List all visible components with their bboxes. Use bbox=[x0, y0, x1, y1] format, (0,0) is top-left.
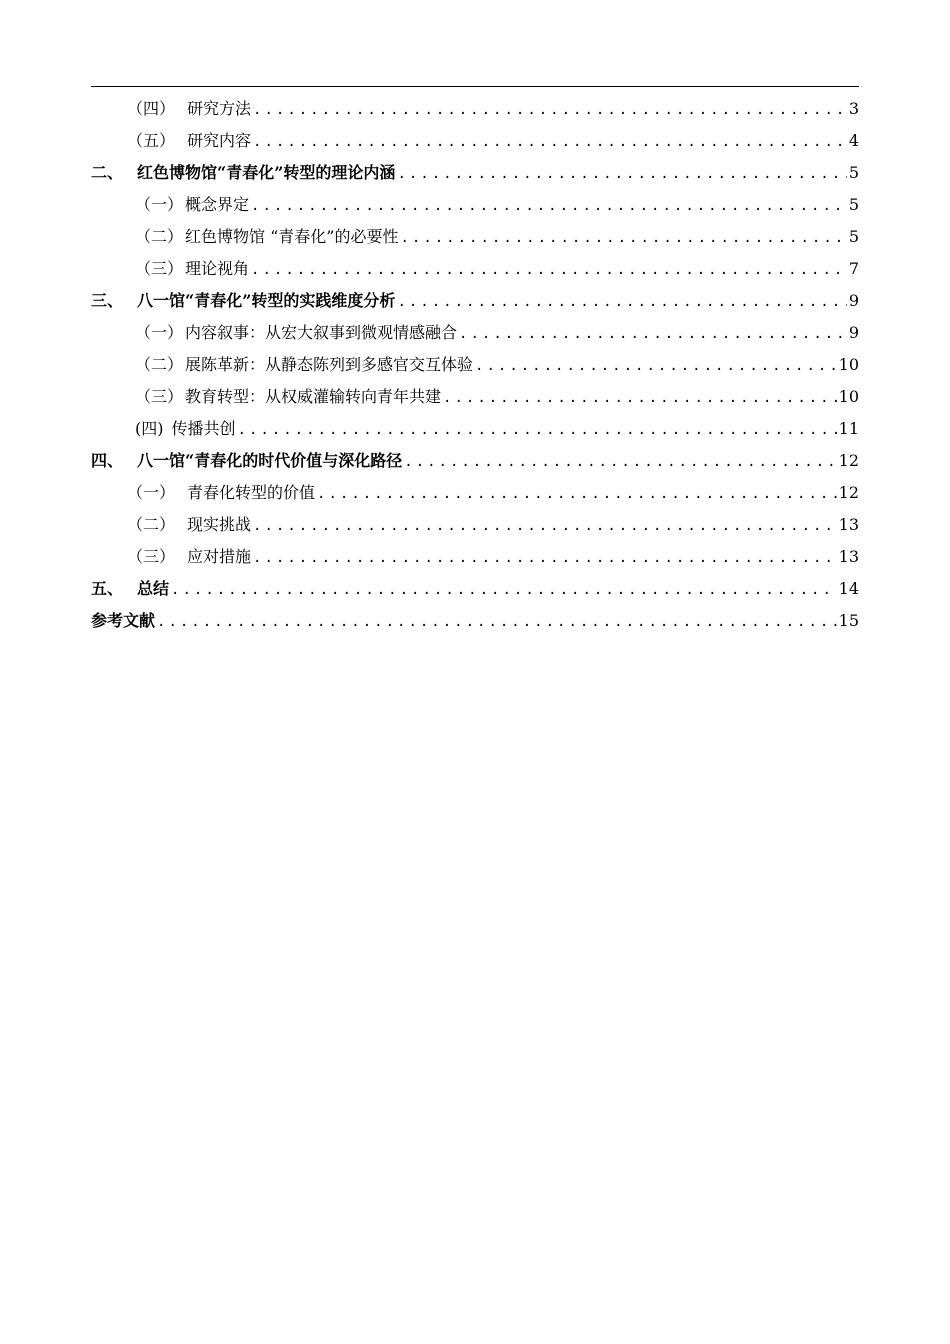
toc-leader-dots bbox=[459, 318, 847, 350]
toc-entry-page: 3 bbox=[848, 99, 859, 118]
toc-entry-number: （一） bbox=[135, 323, 184, 342]
toc-entry-number: （三） bbox=[135, 387, 184, 406]
toc-entry-chapter[interactable] bbox=[91, 445, 859, 477]
toc-entry[interactable] bbox=[91, 509, 859, 541]
toc-entry-title: 传播共创 bbox=[171, 419, 236, 438]
toc-leader-dots bbox=[253, 510, 837, 542]
toc-entry-title: 教育转型：从权威灌输转向青年共建 bbox=[185, 387, 442, 406]
toc-leader-dots bbox=[404, 446, 836, 478]
toc-entry-page: 15 bbox=[838, 611, 859, 630]
toc-entry-references[interactable] bbox=[91, 605, 859, 637]
toc-entry-title: 红色博物馆 “青春化”的必要性 bbox=[185, 227, 399, 246]
toc-entry-number: （四） bbox=[127, 99, 176, 118]
toc-leader-dots bbox=[475, 350, 837, 382]
toc-leader-dots bbox=[253, 126, 847, 158]
table-of-contents bbox=[91, 93, 859, 637]
toc-entry-page: 14 bbox=[838, 579, 859, 598]
toc-entry-page: 10 bbox=[838, 355, 859, 374]
toc-entry-chapter[interactable] bbox=[91, 157, 859, 189]
toc-entry-page: 9 bbox=[848, 291, 859, 310]
toc-entry-title: 参考文献 bbox=[91, 611, 156, 630]
toc-entry-title: 研究内容 bbox=[187, 131, 252, 150]
toc-leader-dots bbox=[397, 158, 846, 190]
toc-entry-number: （三） bbox=[127, 547, 176, 566]
toc-entry-page: 7 bbox=[848, 259, 859, 278]
toc-leader-dots bbox=[317, 478, 837, 510]
toc-entry-title: 现实挑战 bbox=[187, 515, 252, 534]
toc-entry[interactable] bbox=[91, 253, 859, 285]
toc-entry-page: 12 bbox=[838, 483, 859, 502]
toc-leader-dots bbox=[397, 286, 846, 318]
toc-entry-number: 四、 bbox=[91, 451, 124, 470]
toc-entry-page: 13 bbox=[838, 515, 859, 534]
toc-leader-dots bbox=[253, 94, 847, 126]
toc-leader-dots bbox=[253, 542, 837, 574]
toc-entry-chapter[interactable] bbox=[91, 285, 859, 317]
toc-entry-page: 5 bbox=[848, 163, 859, 182]
toc-entry-number: （二） bbox=[135, 227, 184, 246]
toc-entry-title: 内容叙事：从宏大叙事到微观情感融合 bbox=[185, 323, 458, 342]
toc-entry[interactable] bbox=[91, 349, 859, 381]
toc-entry-page: 5 bbox=[848, 195, 859, 214]
toc-entry[interactable] bbox=[91, 413, 859, 445]
toc-entry-title: 八一馆“青春化”转型的实践维度分析 bbox=[137, 291, 396, 310]
toc-entry-number: 五、 bbox=[91, 579, 124, 598]
toc-entry-number: （一） bbox=[127, 483, 176, 502]
toc-leader-dots bbox=[171, 574, 837, 606]
toc-entry-title: 总结 bbox=[137, 579, 170, 598]
toc-entry[interactable] bbox=[91, 189, 859, 221]
toc-entry-title: 概念界定 bbox=[185, 195, 250, 214]
toc-entry-chapter[interactable] bbox=[91, 573, 859, 605]
toc-entry-title: 青春化转型的价值 bbox=[187, 483, 316, 502]
toc-entry-page: 5 bbox=[848, 227, 859, 246]
toc-entry-number: 二、 bbox=[91, 163, 124, 182]
toc-entry-number: （二） bbox=[127, 515, 176, 534]
toc-entry[interactable] bbox=[91, 93, 859, 125]
toc-entry-page: 13 bbox=[838, 547, 859, 566]
toc-entry-number: （一） bbox=[135, 195, 184, 214]
toc-entry[interactable] bbox=[91, 125, 859, 157]
toc-leader-dots bbox=[400, 222, 846, 254]
toc-leader-dots bbox=[443, 382, 837, 414]
toc-leader-dots bbox=[157, 606, 837, 638]
toc-entry-number: （三） bbox=[135, 259, 184, 278]
toc-entry[interactable] bbox=[91, 381, 859, 413]
toc-leader-dots bbox=[251, 190, 847, 222]
toc-leader-dots bbox=[238, 414, 837, 446]
toc-entry-title: 研究方法 bbox=[187, 99, 252, 118]
toc-entry-title: 展陈革新：从静态陈列到多感官交互体验 bbox=[185, 355, 474, 374]
toc-entry-page: 4 bbox=[848, 131, 859, 150]
header-rule bbox=[91, 86, 859, 87]
toc-entry-page: 10 bbox=[838, 387, 859, 406]
toc-entry-title: 应对措施 bbox=[187, 547, 252, 566]
toc-entry-number: （五） bbox=[127, 131, 176, 150]
toc-entry[interactable] bbox=[91, 317, 859, 349]
toc-entry-number: 三、 bbox=[91, 291, 124, 310]
toc-entry-page: 11 bbox=[838, 419, 859, 438]
toc-entry[interactable] bbox=[91, 541, 859, 573]
toc-entry-number: (四) bbox=[135, 419, 164, 438]
toc-leader-dots bbox=[251, 254, 847, 286]
toc-entry-title: 理论视角 bbox=[185, 259, 250, 278]
toc-entry-page: 9 bbox=[848, 323, 859, 342]
toc-entry-number: （二） bbox=[135, 355, 184, 374]
toc-entry-title: 红色博物馆“青春化”转型的理论内涵 bbox=[137, 163, 396, 182]
toc-entry[interactable] bbox=[91, 221, 859, 253]
toc-entry[interactable] bbox=[91, 477, 859, 509]
toc-entry-page: 12 bbox=[838, 451, 859, 470]
toc-entry-title: 八一馆“青春化的时代价值与深化路径 bbox=[137, 451, 403, 470]
